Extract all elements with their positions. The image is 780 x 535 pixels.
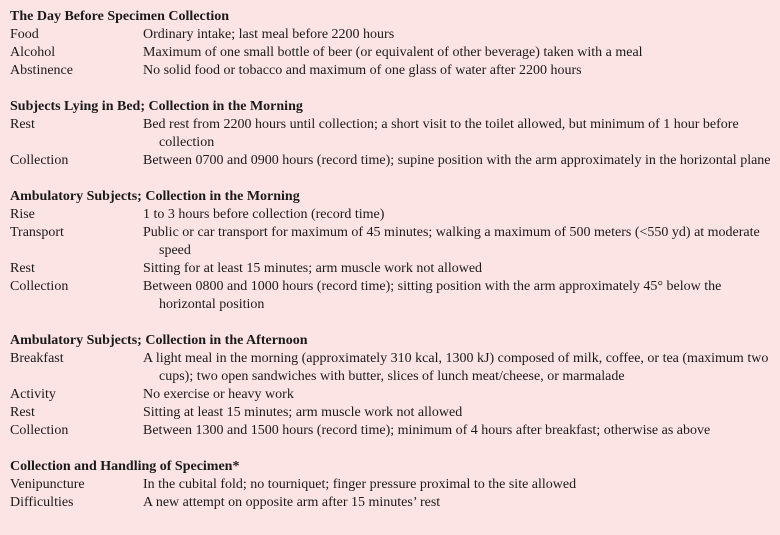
row-value: A new attempt on opposite arm after 15 minutes’ rest: [143, 495, 441, 510]
row-label: Collection: [10, 423, 69, 438]
table-row: [10, 224, 780, 260]
row-label: Collection: [10, 279, 69, 294]
table-row: [10, 26, 780, 44]
row-value: In the cubital fold; no tourniquet; finger pressure proximal to the site allowed: [143, 477, 577, 492]
section: [10, 332, 780, 440]
row-label: Collection: [10, 153, 69, 168]
table-row: [10, 62, 780, 80]
table-row: [10, 152, 780, 170]
row-label: Difficulties: [10, 495, 74, 510]
table-row: [10, 350, 780, 386]
table-row: [10, 386, 780, 404]
table-row: [10, 422, 780, 440]
table-row: [10, 116, 780, 152]
section: [10, 458, 780, 512]
row-label: Rise: [10, 207, 35, 222]
section-heading: Collection and Handling of Specimen*: [10, 459, 240, 474]
table-row: [10, 206, 780, 224]
row-label: Food: [10, 27, 39, 42]
row-label: Venipuncture: [10, 477, 85, 492]
row-value: 1 to 3 hours before collection (record time): [143, 207, 385, 222]
row-label: Transport: [10, 225, 64, 240]
section: [10, 188, 780, 314]
row-label: Breakfast: [10, 351, 64, 366]
row-value: No exercise or heavy work: [143, 387, 294, 402]
section-heading: The Day Before Specimen Collection: [10, 9, 230, 24]
row-value: Sitting for at least 15 minutes; arm muscle work not allowed: [143, 261, 483, 276]
table-row: [10, 44, 780, 62]
section-heading: Subjects Lying in Bed; Collection in the Morning: [10, 99, 303, 114]
row-value: Public or car transport for maximum of 45 minutes; walking a maximum of 500 meters (<550 yd) at moderate speed: [143, 225, 760, 258]
row-label: Rest: [10, 261, 35, 276]
row-value: No solid food or tobacco and maximum of one glass of water after 2200 hours: [143, 63, 582, 78]
section-heading: Ambulatory Subjects; Collection in the Afternoon: [10, 333, 308, 348]
table-row: [10, 494, 780, 512]
row-label: Rest: [10, 405, 35, 420]
row-value: Ordinary intake; last meal before 2200 hours: [143, 27, 395, 42]
row-value: Bed rest from 2200 hours until collection; a short visit to the toilet allowed, but minimum of 1 hour before collection: [143, 117, 739, 150]
row-value: A light meal in the morning (approximately 310 kcal, 1300 kJ) composed of milk, coffee, or tea (maximum two cups); two open sandwiches with butter, slices of lunch meat/cheese, or marmalade: [143, 351, 769, 384]
row-value: Between 0700 and 0900 hours (record time); supine position with the arm approximately in the horizontal plane: [143, 153, 771, 168]
row-value: Between 0800 and 1000 hours (record time); sitting position with the arm approximately 45° below the horizontal position: [143, 279, 722, 312]
row-value: Sitting at least 15 minutes; arm muscle work not allowed: [143, 405, 463, 420]
row-label: Alcohol: [10, 45, 56, 60]
table-row: [10, 260, 780, 278]
row-value: Between 1300 and 1500 hours (record time); minimum of 4 hours after breakfast; otherwise as above: [143, 423, 711, 438]
row-value: Maximum of one small bottle of beer (or equivalent of other beverage) taken with a meal: [143, 45, 643, 60]
section-heading: Ambulatory Subjects; Collection in the Morning: [10, 189, 300, 204]
table-row: [10, 476, 780, 494]
row-label: Abstinence: [10, 63, 73, 78]
row-label: Activity: [10, 387, 56, 402]
table-row: [10, 278, 780, 314]
table-row: [10, 404, 780, 422]
section: [10, 8, 780, 80]
row-label: Rest: [10, 117, 35, 132]
section: [10, 98, 780, 170]
